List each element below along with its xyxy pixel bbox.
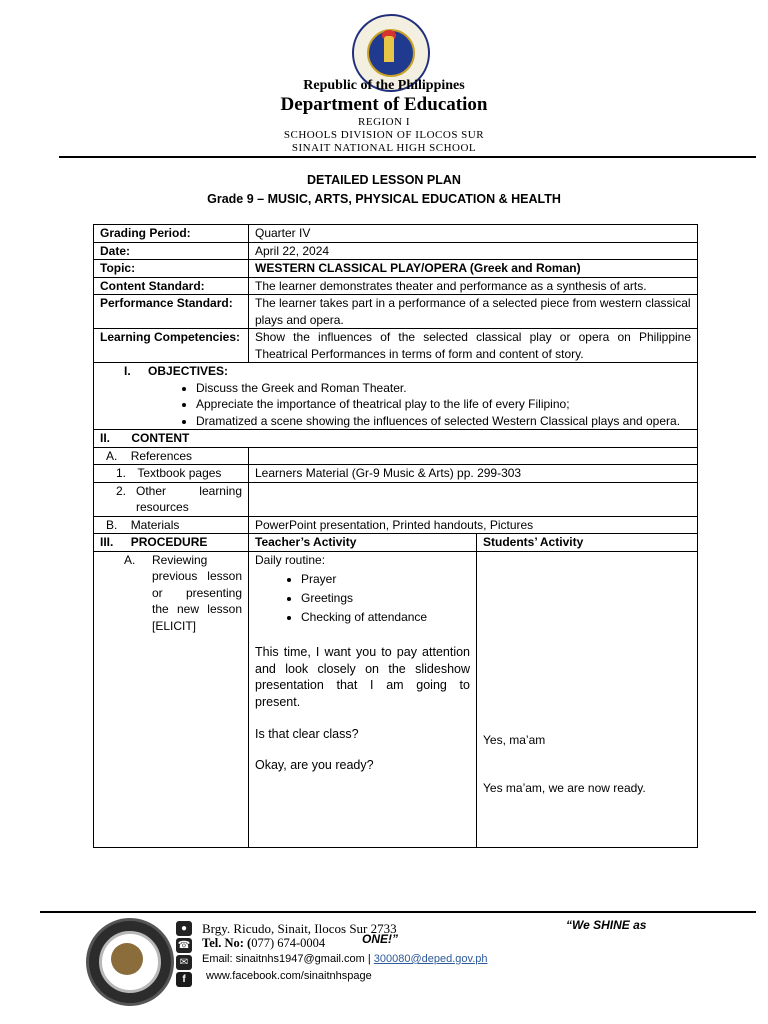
content-heading [94, 430, 698, 448]
textbook-num: 1. [116, 466, 127, 480]
teacher-activity-cell [249, 551, 477, 847]
seal-torch-icon [384, 36, 394, 62]
email-icon: ✉ [176, 955, 192, 970]
step-cell [94, 551, 249, 847]
competencies-value: Show the influences of the selected classical play or opera on Philippine Theatrical Performances in terms of form and content of story. [249, 329, 698, 363]
school-line: SINAIT NATIONAL HIGH SCHOOL [291, 142, 477, 154]
tel-value: 077) 674-0004 [251, 936, 326, 950]
other-resources-label-cell [94, 482, 249, 516]
email-link[interactable]: 300080@deped.gov.ph [373, 953, 488, 965]
routine-list [255, 570, 470, 627]
table-row [94, 295, 698, 329]
school-seal [86, 918, 174, 1006]
other-resources-wrap [100, 483, 242, 516]
student-reply-1: Yes, ma’am [483, 732, 546, 747]
competencies-label: Learning Competencies: [94, 329, 249, 363]
content-label: CONTENT [131, 431, 190, 445]
other-resources-num: 2. [116, 483, 127, 498]
footer-email [202, 953, 488, 965]
teacher-instruction: This time, I want you to pay attention and look closely on the slideshow presentation that I am going to present. [255, 645, 470, 709]
list-item: • Discuss the Greek and Roman Theater. [196, 380, 691, 397]
table-row [94, 465, 698, 483]
procedure-label: PROCEDURE [130, 535, 208, 549]
republic-line: Republic of the Philippines [303, 78, 465, 93]
content-standard-value: The learner demonstrates theater and performance as a synthesis of arts. [249, 277, 698, 295]
list-item: • Appreciate the importance of theatrical play to the life of every Filipino; [196, 396, 691, 413]
objectives-cell [94, 363, 698, 430]
objectives-list [100, 380, 691, 430]
materials-num: B. [106, 517, 118, 532]
table-row [94, 225, 698, 243]
student-activity-cell [477, 551, 698, 847]
teacher-question-clear: Is that clear class? [255, 727, 359, 741]
table-row [94, 534, 698, 552]
footer-divider [40, 911, 756, 913]
step-wrap [100, 552, 242, 635]
tagline-part1: “We SHINE as [566, 918, 647, 932]
textbook-value: Learners Material (Gr-9 Music & Arts) pp. 299-303 [249, 465, 698, 483]
objectives-label: OBJECTIVES: [148, 364, 229, 378]
table-row [94, 329, 698, 363]
region-line: REGION I [358, 116, 410, 128]
list-item: • Checking of attendance [301, 608, 470, 627]
location-pin-icon: ● [176, 921, 192, 936]
table-row [94, 430, 698, 448]
list-item: • Dramatized a scene showing the influences of selected Western Classical plays and opera. [196, 413, 691, 430]
table-row [94, 482, 698, 516]
step-label: Reviewing previous lesson or presenting the new lesson [ELICIT] [152, 552, 242, 633]
teacher-question-ready: Okay, are you ready? [255, 757, 374, 772]
table-row [94, 551, 698, 847]
table-row [94, 242, 698, 260]
division-line: SCHOOLS DIVISION OF ILOCOS SUR [283, 129, 485, 141]
date-label: Date: [94, 242, 249, 260]
school-seal-core [111, 943, 143, 975]
date-value: April 22, 2024 [249, 242, 698, 260]
tagline-part2: ONE!” [362, 932, 398, 946]
routine-label: Daily routine: [255, 552, 326, 567]
doc-subtitle: Grade 9 – MUSIC, ARTS, PHYSICAL EDUCATION & HEALTH [207, 192, 561, 206]
table-row [94, 260, 698, 278]
lesson-plan-table [93, 224, 698, 848]
list-item: • Greetings [301, 589, 470, 608]
step-num: A. [124, 552, 136, 567]
facebook-icon: f [176, 972, 192, 987]
materials-label-cell [94, 516, 249, 534]
table-row [94, 516, 698, 534]
email-label: Email: sinaitnhs1947@gmail.com | [202, 953, 371, 965]
performance-standard-value: The learner takes part in a performance of a selected piece from western classical plays and opera. [249, 295, 698, 329]
procedure-num: III. [100, 535, 114, 549]
phone-icon: ☎ [177, 940, 191, 951]
content-num: II. [100, 431, 111, 445]
table-row [94, 447, 698, 465]
table-row [94, 277, 698, 295]
references-label: References [130, 448, 193, 463]
grading-label: Grading Period: [94, 225, 249, 243]
student-reply-2: Yes ma’am, we are now ready. [483, 781, 646, 795]
references-value [249, 447, 698, 465]
list-item: • Prayer [301, 570, 470, 589]
topic-value: WESTERN CLASSICAL PLAY/OPERA (Greek and Roman) [249, 260, 698, 278]
doc-title: DETAILED LESSON PLAN [307, 173, 461, 187]
other-resources-label: Other learning resources [136, 483, 242, 514]
grading-value: Quarter IV [249, 225, 698, 243]
content-standard-label: Content Standard: [94, 277, 249, 295]
header-divider [59, 156, 756, 158]
teacher-activity-header: Teacher’s Activity [249, 534, 477, 552]
topic-label: Topic: [94, 260, 249, 278]
student-activity-header: Students’ Activity [477, 534, 698, 552]
objectives-heading [100, 363, 691, 380]
footer-address: Brgy. Ricudo, Sinait, Ilocos Sur 2733 [202, 921, 397, 936]
references-num: A. [106, 448, 118, 463]
facebook-link[interactable]: www.facebook.com/sinaitnhspage [206, 970, 372, 982]
performance-standard-label: Performance Standard: [94, 295, 249, 329]
objectives-num: I. [124, 364, 131, 378]
materials-value: PowerPoint presentation, Printed handouts, Pictures [249, 516, 698, 534]
references-label-cell [94, 447, 249, 465]
footer-tel [202, 936, 325, 951]
department-title: Department of Education [280, 94, 488, 115]
materials-label: Materials [130, 517, 180, 532]
textbook-label-cell [94, 465, 249, 483]
textbook-label: Textbook pages [137, 466, 222, 480]
other-resources-value [249, 482, 698, 516]
procedure-heading [94, 534, 249, 552]
table-row [94, 363, 698, 430]
tel-label: Tel. No: ( [202, 936, 252, 950]
